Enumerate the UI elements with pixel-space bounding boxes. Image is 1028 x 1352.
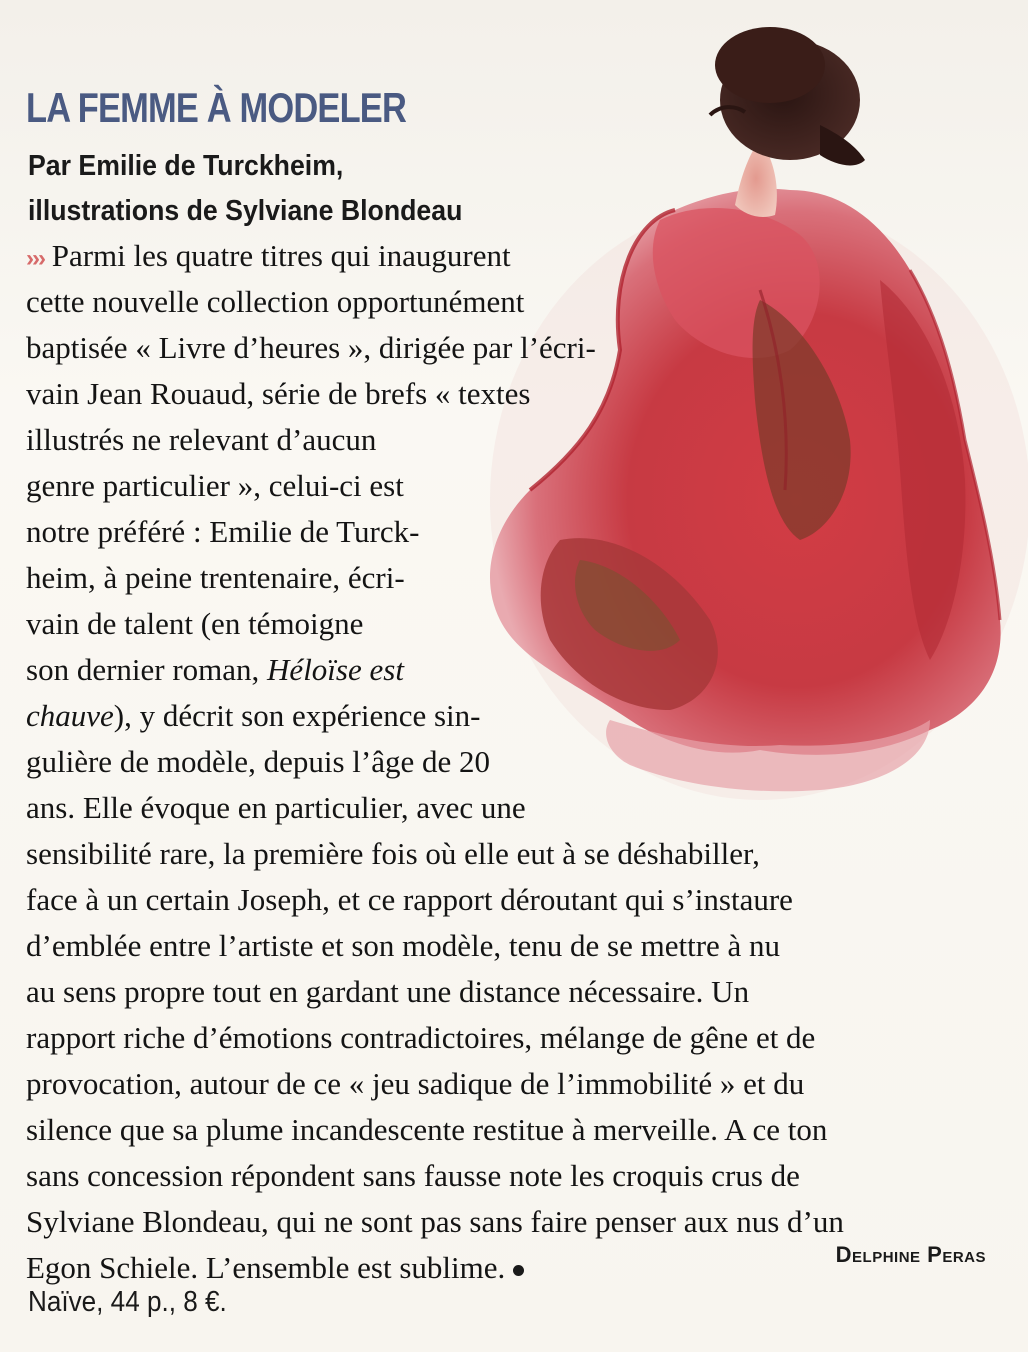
body-line: illustrés ne relevant d’aucun	[26, 422, 377, 457]
body-line: vain Jean Rouaud, série de brefs « textes	[26, 376, 531, 411]
body-line: cette nouvelle collection opportunément	[26, 284, 525, 319]
body-line: Sylviane Blondeau, qui ne sont pas sans faire penser aux nus d’un	[26, 1204, 844, 1239]
body-line: face à un certain Joseph, et ce rapport déroutant qui s’instaure	[26, 882, 793, 917]
body-line: silence que sa plume incandescente restitue à merveille. A ce ton	[26, 1112, 828, 1147]
body-line: Egon Schiele. L’ensemble est sublime.	[26, 1252, 524, 1283]
book-title-part-2: chauve	[26, 698, 114, 733]
book-title-part-1: Héloïse est	[267, 652, 404, 687]
article-title: LA FEMME À MODELER	[26, 84, 407, 131]
watercolor-illustration	[460, 20, 1028, 810]
body-line: ››› Parmi les quatre titres qui inaugurent	[26, 238, 511, 273]
body-line: son dernier roman, Héloïse est	[26, 652, 404, 687]
body-line: sans concession répondent sans fausse note les croquis crus de	[26, 1158, 800, 1193]
body-line: gulière de modèle, depuis l’âge de 20	[26, 744, 490, 779]
end-mark-icon	[513, 1265, 524, 1276]
body-line: sensibilité rare, la première fois où elle eut à se déshabiller,	[26, 836, 760, 871]
author-byline: Par Emilie de Turckheim,	[28, 150, 344, 182]
body-line: d’emblée entre l’artiste et son modèle, tenu de se mettre à nu	[26, 928, 781, 963]
body-line: ans. Elle évoque en particulier, avec une	[26, 790, 526, 825]
body-line: baptisée « Livre d’heures », dirigée par l’écri-	[26, 330, 596, 365]
body-line: notre préféré : Emilie de Turck-	[26, 514, 420, 549]
illustrator-byline: illustrations de Sylviane Blondeau	[28, 195, 463, 227]
publication-info: Naïve, 44 p., 8 €.	[28, 1286, 227, 1318]
body-line: heim, à peine trentenaire, écri-	[26, 560, 405, 595]
body-line: vain de talent (en témoigne	[26, 606, 364, 641]
lead-arrows-icon: ›››	[26, 245, 44, 272]
author-signature: Delphine Peras	[835, 1242, 986, 1267]
body-line: chauve), y décrit son expérience sin-	[26, 698, 481, 733]
body-line: rapport riche d’émotions contradictoires, mélange de gêne et de	[26, 1020, 816, 1055]
body-line: au sens propre tout en gardant une distance nécessaire. Un	[26, 974, 750, 1009]
body-line: provocation, autour de ce « jeu sadique de l’immobilité » et du	[26, 1066, 805, 1101]
body-line: genre particulier », celui-ci est	[26, 468, 404, 503]
